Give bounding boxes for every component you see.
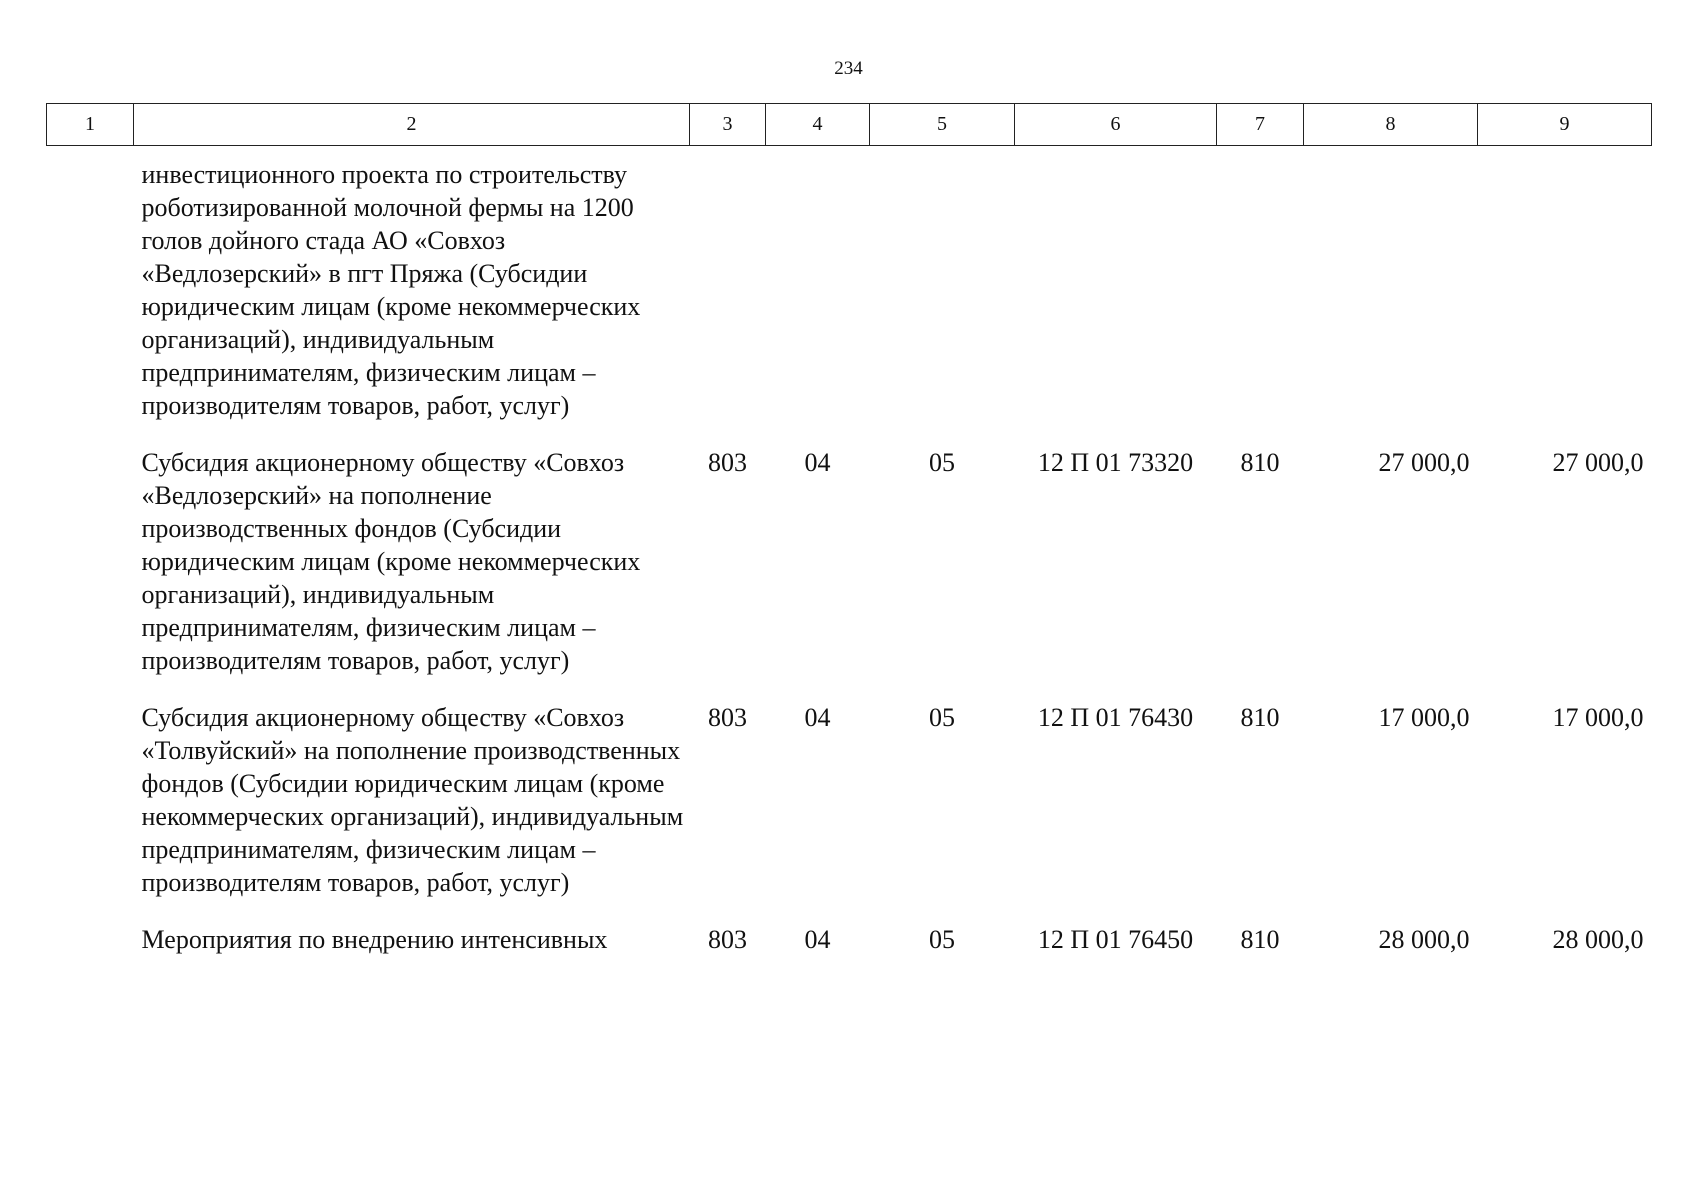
cell-subsection: 05 [929,448,955,477]
cell-ministry-code [690,146,766,437]
table-row [47,913,1652,970]
cell-expense-type [1217,146,1304,437]
column-header-3: 3 [690,104,766,146]
cell-section: 04 [804,925,831,954]
cell-expense-type: 810 [1240,703,1280,732]
cell-description: Субсидия акционерному обществу «Совхоз «Ведлозерский» на пополнение производственных фондов (Субсидии юридическим лицам (кроме некоммерческих организаций), индивидуальным предпринимателям, физическим лицам – производителям товаров, работ, услуг) [141,448,641,675]
cell-target-article: 12 П 01 76450 [1037,925,1194,954]
cell-description: Мероприятия по внедрению интенсивных [141,925,608,954]
column-number-header-row [47,104,1652,146]
cell-description: Субсидия акционерному обществу «Совхоз «Толвуйский» на пополнение производственных фондов (Субсидии юридическим лицам (кроме некоммерческих организаций), индивидуальным предпринимателям, физическим лицам – производителям товаров, работ, услуг) [141,703,684,897]
column-header-9: 9 [1478,104,1652,146]
cell-amount-2: 27 000,0 [1552,448,1644,477]
cell-expense-type: 810 [1240,448,1280,477]
cell-target-article [1015,146,1217,437]
cell-amount-1: 27 000,0 [1378,448,1470,477]
cell-amount-1: 28 000,0 [1378,925,1470,954]
budget-table [46,103,1652,970]
cell-subsection: 05 [929,925,955,954]
column-header-8: 8 [1304,104,1478,146]
cell-amount-2: 28 000,0 [1552,925,1644,954]
column-header-6: 6 [1015,104,1217,146]
cell-amount-1 [1304,146,1478,437]
cell-subsection: 05 [929,703,955,732]
cell-col1 [47,691,134,913]
page-number: 234 [834,58,863,79]
cell-expense-type: 810 [1240,925,1280,954]
cell-ministry-code: 803 [708,925,747,954]
column-header-4: 4 [766,104,870,146]
cell-col1 [47,146,134,437]
cell-section: 04 [804,448,831,477]
table-row [47,691,1652,913]
table-row [47,436,1652,691]
column-header-1: 1 [47,104,134,146]
cell-target-article: 12 П 01 73320 [1037,448,1194,477]
cell-ministry-code: 803 [708,448,747,477]
cell-subsection [870,146,1015,437]
cell-description: инвестиционного проекта по строительству роботизированной молочной фермы на 1200 голов дойного стада АО «Совхоз «Ведлозерский» в пгт Пряжа (Субсидии юридическим лицам (кроме некоммерческих организаций), индивидуальным предпринимателям, физическим лицам – производителям товаров, работ, услуг) [141,160,641,420]
cell-target-article: 12 П 01 76430 [1037,703,1194,732]
column-header-2: 2 [134,104,690,146]
column-header-5: 5 [870,104,1015,146]
table-row [47,146,1652,437]
cell-section [766,146,870,437]
cell-col1 [47,913,134,970]
cell-amount-1: 17 000,0 [1378,703,1470,732]
cell-ministry-code: 803 [708,703,747,732]
cell-amount-2 [1478,146,1652,437]
cell-amount-2: 17 000,0 [1552,703,1644,732]
cell-section: 04 [804,703,831,732]
column-header-7: 7 [1217,104,1304,146]
cell-col1 [47,436,134,691]
